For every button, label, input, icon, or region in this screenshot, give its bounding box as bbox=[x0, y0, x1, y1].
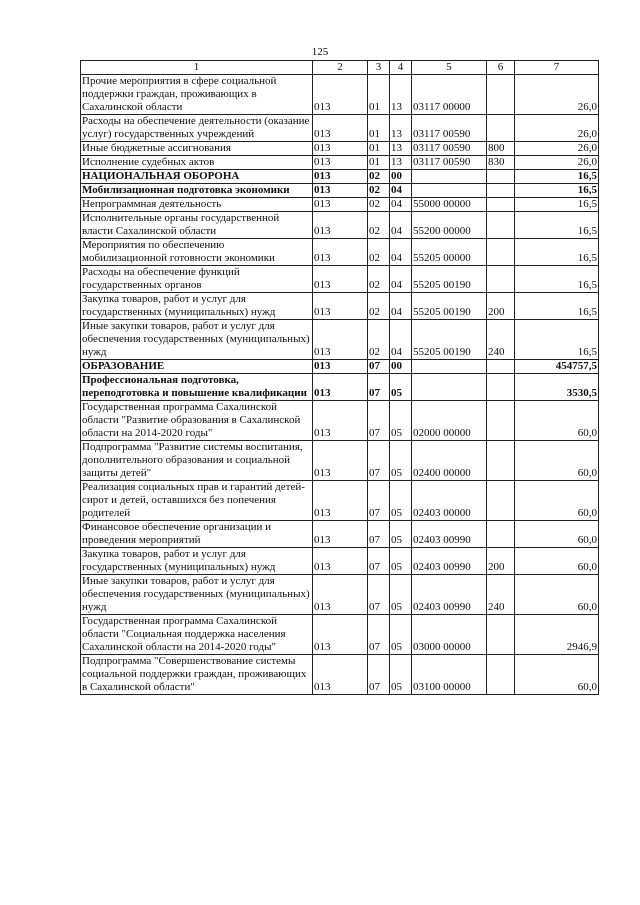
row-subsection-cell: 05 bbox=[390, 441, 412, 481]
row-grbs-cell: 013 bbox=[313, 198, 368, 212]
page-number: 125 bbox=[311, 46, 329, 58]
row-section-cell: 02 bbox=[368, 184, 390, 198]
row-subsection-cell: 05 bbox=[390, 615, 412, 655]
row-section-cell: 07 bbox=[368, 481, 390, 521]
row-name-cell: Государственная программа Сахалинской области "Социальная поддержка населения Сахалинской области на 2014-2020 годы" bbox=[81, 615, 313, 655]
row-expense-type-cell bbox=[487, 212, 515, 239]
row-section-cell: 01 bbox=[368, 142, 390, 156]
row-grbs-cell: 013 bbox=[313, 266, 368, 293]
table-row bbox=[81, 320, 599, 360]
row-target-article-cell: 55205 00190 bbox=[412, 293, 487, 320]
row-amount-cell: 26,0 bbox=[515, 142, 599, 156]
row-name-cell: Мобилизационная подготовка экономики bbox=[81, 184, 313, 198]
row-expense-type-cell bbox=[487, 115, 515, 142]
row-grbs-cell: 013 bbox=[313, 374, 368, 401]
row-target-article-cell bbox=[412, 360, 487, 374]
table-row bbox=[81, 481, 599, 521]
table-row bbox=[81, 212, 599, 239]
row-subsection-cell: 00 bbox=[390, 360, 412, 374]
row-grbs-cell: 013 bbox=[313, 521, 368, 548]
column-header: 6 bbox=[487, 61, 515, 75]
row-expense-type-cell bbox=[487, 266, 515, 293]
row-target-article-cell: 02403 00990 bbox=[412, 521, 487, 548]
row-expense-type-cell: 240 bbox=[487, 575, 515, 615]
row-name-cell: Реализация социальных прав и гарантий детей-сирот и детей, оставшихся без попечения родителей bbox=[81, 481, 313, 521]
row-grbs-cell: 013 bbox=[313, 293, 368, 320]
table-row bbox=[81, 184, 599, 198]
row-expense-type-cell: 830 bbox=[487, 156, 515, 170]
row-target-article-cell: 55205 00190 bbox=[412, 320, 487, 360]
row-amount-cell: 16,5 bbox=[515, 170, 599, 184]
row-name-cell: ОБРАЗОВАНИЕ bbox=[81, 360, 313, 374]
row-amount-cell: 16,5 bbox=[515, 266, 599, 293]
row-name-cell: Прочие мероприятия в сфере социальной поддержки граждан, проживающих в Сахалинской области bbox=[81, 75, 313, 115]
table-row bbox=[81, 548, 599, 575]
row-expense-type-cell bbox=[487, 521, 515, 548]
table-row bbox=[81, 198, 599, 212]
row-amount-cell: 26,0 bbox=[515, 115, 599, 142]
row-grbs-cell: 013 bbox=[313, 615, 368, 655]
column-header: 3 bbox=[368, 61, 390, 75]
row-subsection-cell: 00 bbox=[390, 170, 412, 184]
row-section-cell: 07 bbox=[368, 575, 390, 615]
row-name-cell: Профессиональная подготовка, переподготовка и повышение квалификации bbox=[81, 374, 313, 401]
row-expense-type-cell bbox=[487, 170, 515, 184]
table-row bbox=[81, 401, 599, 441]
row-amount-cell: 16,5 bbox=[515, 212, 599, 239]
row-subsection-cell: 04 bbox=[390, 212, 412, 239]
table-row bbox=[81, 655, 599, 695]
row-amount-cell: 60,0 bbox=[515, 655, 599, 695]
row-name-cell: Расходы на обеспечение функций государственных органов bbox=[81, 266, 313, 293]
row-section-cell: 01 bbox=[368, 75, 390, 115]
row-subsection-cell: 05 bbox=[390, 655, 412, 695]
row-grbs-cell: 013 bbox=[313, 401, 368, 441]
column-header: 5 bbox=[412, 61, 487, 75]
row-amount-cell: 60,0 bbox=[515, 521, 599, 548]
row-subsection-cell: 13 bbox=[390, 142, 412, 156]
row-grbs-cell: 013 bbox=[313, 320, 368, 360]
row-expense-type-cell bbox=[487, 198, 515, 212]
row-target-article-cell: 03117 00590 bbox=[412, 115, 487, 142]
table-row bbox=[81, 142, 599, 156]
row-subsection-cell: 04 bbox=[390, 320, 412, 360]
row-subsection-cell: 13 bbox=[390, 156, 412, 170]
row-amount-cell: 60,0 bbox=[515, 441, 599, 481]
row-grbs-cell: 013 bbox=[313, 239, 368, 266]
row-amount-cell: 3530,5 bbox=[515, 374, 599, 401]
row-section-cell: 02 bbox=[368, 266, 390, 293]
table-row bbox=[81, 239, 599, 266]
column-header: 7 bbox=[515, 61, 599, 75]
row-amount-cell: 60,0 bbox=[515, 481, 599, 521]
row-section-cell: 02 bbox=[368, 198, 390, 212]
row-subsection-cell: 04 bbox=[390, 198, 412, 212]
row-name-cell: Непрограммная деятельность bbox=[81, 198, 313, 212]
column-header: 2 bbox=[313, 61, 368, 75]
row-target-article-cell: 03117 00000 bbox=[412, 75, 487, 115]
row-subsection-cell: 04 bbox=[390, 239, 412, 266]
row-target-article-cell: 55000 00000 bbox=[412, 198, 487, 212]
row-subsection-cell: 13 bbox=[390, 115, 412, 142]
table-row bbox=[81, 360, 599, 374]
row-expense-type-cell bbox=[487, 401, 515, 441]
row-amount-cell: 26,0 bbox=[515, 156, 599, 170]
table-row bbox=[81, 75, 599, 115]
row-expense-type-cell bbox=[487, 239, 515, 266]
row-grbs-cell: 013 bbox=[313, 441, 368, 481]
row-grbs-cell: 013 bbox=[313, 360, 368, 374]
row-section-cell: 07 bbox=[368, 441, 390, 481]
row-grbs-cell: 013 bbox=[313, 142, 368, 156]
row-amount-cell: 60,0 bbox=[515, 401, 599, 441]
row-expense-type-cell bbox=[487, 360, 515, 374]
row-section-cell: 07 bbox=[368, 401, 390, 441]
row-section-cell: 02 bbox=[368, 320, 390, 360]
row-section-cell: 07 bbox=[368, 615, 390, 655]
row-target-article-cell: 02400 00000 bbox=[412, 441, 487, 481]
row-expense-type-cell bbox=[487, 441, 515, 481]
row-section-cell: 07 bbox=[368, 655, 390, 695]
row-section-cell: 07 bbox=[368, 548, 390, 575]
row-section-cell: 02 bbox=[368, 239, 390, 266]
row-subsection-cell: 04 bbox=[390, 293, 412, 320]
row-amount-cell: 16,5 bbox=[515, 198, 599, 212]
table-row bbox=[81, 521, 599, 548]
row-name-cell: Иные закупки товаров, работ и услуг для обеспечения государственных (муниципальных) нужд bbox=[81, 575, 313, 615]
row-expense-type-cell: 200 bbox=[487, 548, 515, 575]
row-amount-cell: 26,0 bbox=[515, 75, 599, 115]
row-amount-cell: 60,0 bbox=[515, 548, 599, 575]
row-grbs-cell: 013 bbox=[313, 75, 368, 115]
row-subsection-cell: 05 bbox=[390, 548, 412, 575]
row-target-article-cell: 55200 00000 bbox=[412, 212, 487, 239]
row-amount-cell: 16,5 bbox=[515, 320, 599, 360]
row-target-article-cell bbox=[412, 170, 487, 184]
table-row bbox=[81, 156, 599, 170]
row-grbs-cell: 013 bbox=[313, 156, 368, 170]
table-row bbox=[81, 170, 599, 184]
row-name-cell: НАЦИОНАЛЬНАЯ ОБОРОНА bbox=[81, 170, 313, 184]
row-amount-cell: 60,0 bbox=[515, 575, 599, 615]
row-section-cell: 07 bbox=[368, 374, 390, 401]
row-amount-cell: 16,5 bbox=[515, 184, 599, 198]
row-section-cell: 02 bbox=[368, 293, 390, 320]
row-subsection-cell: 05 bbox=[390, 481, 412, 521]
row-grbs-cell: 013 bbox=[313, 184, 368, 198]
row-grbs-cell: 013 bbox=[313, 481, 368, 521]
row-subsection-cell: 04 bbox=[390, 266, 412, 293]
row-section-cell: 07 bbox=[368, 521, 390, 548]
table-row bbox=[81, 441, 599, 481]
row-name-cell: Мероприятия по обеспечению мобилизационной готовности экономики bbox=[81, 239, 313, 266]
table-row bbox=[81, 615, 599, 655]
row-expense-type-cell: 240 bbox=[487, 320, 515, 360]
row-target-article-cell: 02000 00000 bbox=[412, 401, 487, 441]
row-subsection-cell: 04 bbox=[390, 184, 412, 198]
row-section-cell: 01 bbox=[368, 156, 390, 170]
table-row bbox=[81, 374, 599, 401]
row-amount-cell: 454757,5 bbox=[515, 360, 599, 374]
row-name-cell: Подпрограмма "Развитие системы воспитания, дополнительного образования и социальной защиты детей" bbox=[81, 441, 313, 481]
row-grbs-cell: 013 bbox=[313, 655, 368, 695]
row-name-cell: Государственная программа Сахалинской области "Развитие образования в Сахалинской области на 2014-2020 годы" bbox=[81, 401, 313, 441]
row-expense-type-cell bbox=[487, 374, 515, 401]
row-subsection-cell: 05 bbox=[390, 521, 412, 548]
row-amount-cell: 16,5 bbox=[515, 239, 599, 266]
row-section-cell: 07 bbox=[368, 360, 390, 374]
row-name-cell: Закупка товаров, работ и услуг для государственных (муниципальных) нужд bbox=[81, 548, 313, 575]
row-grbs-cell: 013 bbox=[313, 115, 368, 142]
row-target-article-cell bbox=[412, 184, 487, 198]
row-name-cell: Иные бюджетные ассигнования bbox=[81, 142, 313, 156]
row-grbs-cell: 013 bbox=[313, 212, 368, 239]
row-expense-type-cell bbox=[487, 481, 515, 521]
row-target-article-cell: 03100 00000 bbox=[412, 655, 487, 695]
row-target-article-cell: 02403 00000 bbox=[412, 481, 487, 521]
row-name-cell: Исполнительные органы государственной власти Сахалинской области bbox=[81, 212, 313, 239]
table-row bbox=[81, 115, 599, 142]
row-subsection-cell: 05 bbox=[390, 575, 412, 615]
row-section-cell: 02 bbox=[368, 212, 390, 239]
row-expense-type-cell bbox=[487, 184, 515, 198]
table-row bbox=[81, 575, 599, 615]
row-grbs-cell: 013 bbox=[313, 575, 368, 615]
column-header-row bbox=[81, 61, 599, 75]
row-expense-type-cell bbox=[487, 615, 515, 655]
row-name-cell: Финансовое обеспечение организации и проведения мероприятий bbox=[81, 521, 313, 548]
row-target-article-cell: 02403 00990 bbox=[412, 548, 487, 575]
row-name-cell: Исполнение судебных актов bbox=[81, 156, 313, 170]
row-name-cell: Подпрограмма "Совершенствование системы социальной поддержки граждан, проживающих в Сахалинской области" bbox=[81, 655, 313, 695]
table-row bbox=[81, 293, 599, 320]
row-expense-type-cell bbox=[487, 75, 515, 115]
row-target-article-cell: 03117 00590 bbox=[412, 142, 487, 156]
row-subsection-cell: 05 bbox=[390, 401, 412, 441]
row-expense-type-cell: 800 bbox=[487, 142, 515, 156]
row-expense-type-cell bbox=[487, 655, 515, 695]
row-section-cell: 02 bbox=[368, 170, 390, 184]
row-amount-cell: 2946,9 bbox=[515, 615, 599, 655]
row-name-cell: Расходы на обеспечение деятельности (оказание услуг) государственных учреждений bbox=[81, 115, 313, 142]
row-target-article-cell: 03000 00000 bbox=[412, 615, 487, 655]
row-target-article-cell: 55205 00000 bbox=[412, 239, 487, 266]
row-expense-type-cell: 200 bbox=[487, 293, 515, 320]
row-target-article-cell: 03117 00590 bbox=[412, 156, 487, 170]
table-row bbox=[81, 266, 599, 293]
budget-table bbox=[80, 60, 599, 695]
row-grbs-cell: 013 bbox=[313, 548, 368, 575]
column-header: 1 bbox=[81, 61, 313, 75]
row-target-article-cell: 02403 00990 bbox=[412, 575, 487, 615]
row-name-cell: Закупка товаров, работ и услуг для государственных (муниципальных) нужд bbox=[81, 293, 313, 320]
column-header: 4 bbox=[390, 61, 412, 75]
row-amount-cell: 16,5 bbox=[515, 293, 599, 320]
row-target-article-cell bbox=[412, 374, 487, 401]
row-name-cell: Иные закупки товаров, работ и услуг для обеспечения государственных (муниципальных) нужд bbox=[81, 320, 313, 360]
row-section-cell: 01 bbox=[368, 115, 390, 142]
row-subsection-cell: 13 bbox=[390, 75, 412, 115]
row-grbs-cell: 013 bbox=[313, 170, 368, 184]
row-subsection-cell: 05 bbox=[390, 374, 412, 401]
row-target-article-cell: 55205 00190 bbox=[412, 266, 487, 293]
